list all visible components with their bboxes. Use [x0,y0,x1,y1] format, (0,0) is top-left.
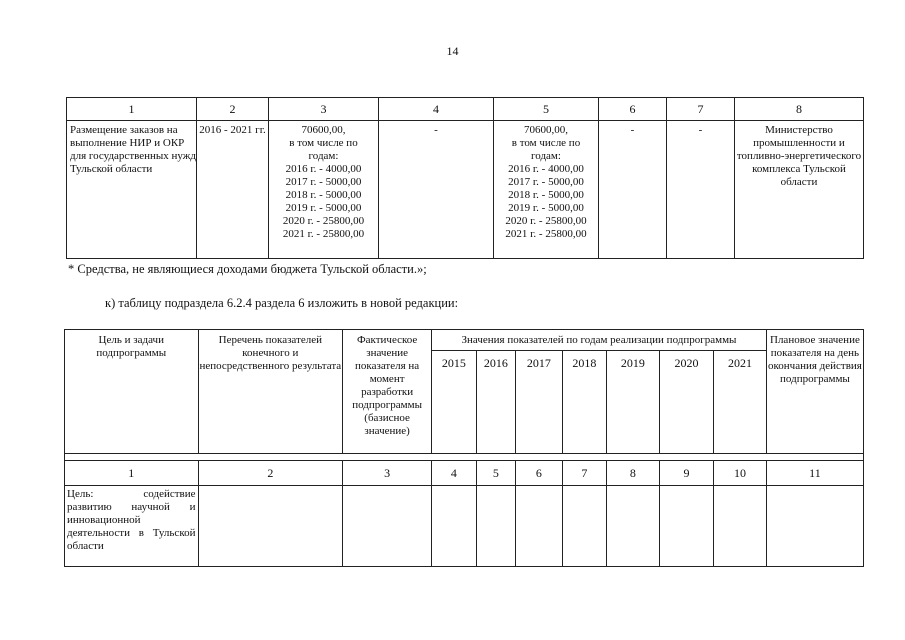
empty-cell [198,486,343,567]
instruction-text: к) таблицу подраздела 6.2.4 раздела 6 изложить в новой редакции: [105,296,459,310]
footnote: * Средства, не являющиеся доходами бюджета Тульской области.»; [68,262,427,276]
funding-line: 2016 г. - 4000,00 [285,163,362,175]
total-funding-cell [269,121,379,259]
page-number: 14 [446,44,459,58]
indicators-table [64,329,864,567]
goal-row [65,486,864,567]
empty-cell [432,486,477,567]
empty-cell [476,486,515,567]
budget-col-7: 7 [667,98,735,121]
funding-line: 70600,00, [524,124,568,136]
column-number: 6 [516,461,563,486]
budget-col-5: 5 [494,98,599,121]
budget-table-row [67,121,864,259]
funding-line: в том числе по [511,137,581,149]
empty-cell [659,486,714,567]
budget-table-header-row [67,98,864,121]
column-number: 2 [198,461,343,486]
indicators-header-row [65,330,864,351]
empty-cell [607,486,660,567]
budget-col-8: 8 [735,98,864,121]
funding-line: 2020 г. - 25800,00 [505,215,587,227]
funding-line: 2021 г. - 25800,00 [505,228,587,240]
year-header: 2017 [516,351,563,454]
other-funding-cell [494,121,599,259]
budget-col-1: 1 [67,98,197,121]
year-header: 2016 [476,351,515,454]
executor-cell: Министерство промышленности и топливно-энергетического комплекса Тульской области [735,121,864,259]
column-number: 4 [432,461,477,486]
column-number: 1 [65,461,199,486]
funding-line: 2021 г. - 25800,00 [282,228,365,240]
empty-cell [714,486,767,567]
funding-line: 2017 г. - 5000,00 [508,176,584,188]
year-header: 2020 [659,351,714,454]
year-header: 2019 [607,351,660,454]
budget-col-4: 4 [379,98,494,121]
column-number: 11 [766,461,863,486]
column-numbers-row [65,461,864,486]
funding-line: 2018 г. - 5000,00 [285,189,362,201]
year-header: 2015 [432,351,477,454]
funding-line: в том числе по [289,137,358,149]
planned-value-header: Плановое значение показателя на день окончания действия подпрограммы [766,330,863,454]
yearly-values-header: Значения показателей по годам реализации подпрограммы [432,330,767,351]
column-number: 7 [562,461,607,486]
budget-col-2: 2 [197,98,269,121]
header-gap [65,454,864,461]
goal-header: Цель и задачи подпрограммы [65,330,199,454]
col6-cell: - [599,121,667,259]
col7-cell: - [667,121,735,259]
column-number: 10 [714,461,767,486]
funding-line: 2020 г. - 25800,00 [282,215,365,227]
column-number: 8 [607,461,660,486]
funding-line: годам: [531,150,561,162]
funding-line: 2017 г. - 5000,00 [285,176,362,188]
funding-line: 2019 г. - 5000,00 [508,202,584,214]
budget-table [66,97,864,259]
goal-cell: Цель: содействие развитию научной и инновационной деятельности в Тульской области [65,486,199,567]
funding-line: 70600,00, [301,124,346,136]
empty-cell [562,486,607,567]
budget-col-6: 6 [599,98,667,121]
column-number: 5 [476,461,515,486]
actual-value-header: Фактическое значение показателя на момент разработки подпрограммы (базисное значение) [343,330,432,454]
budget-col-3: 3 [269,98,379,121]
year-header: 2021 [714,351,767,454]
funding-line: 2019 г. - 5000,00 [285,202,362,214]
period-cell: 2016 - 2021 гг. [197,121,269,259]
indicator-list-header: Перечень показателей конечного и непосредственного результата [198,330,343,454]
empty-cell [766,486,863,567]
col4-cell: - [379,121,494,259]
year-header: 2018 [562,351,607,454]
column-number: 9 [659,461,714,486]
empty-cell [343,486,432,567]
funding-line: годам: [308,150,339,162]
empty-cell [516,486,563,567]
measure-name-cell: Размещение заказов на выполнение НИР и ОКР для государственных нужд Тульской области [67,121,197,259]
funding-line: 2016 г. - 4000,00 [508,163,584,175]
column-number: 3 [343,461,432,486]
funding-line: 2018 г. - 5000,00 [508,189,584,201]
